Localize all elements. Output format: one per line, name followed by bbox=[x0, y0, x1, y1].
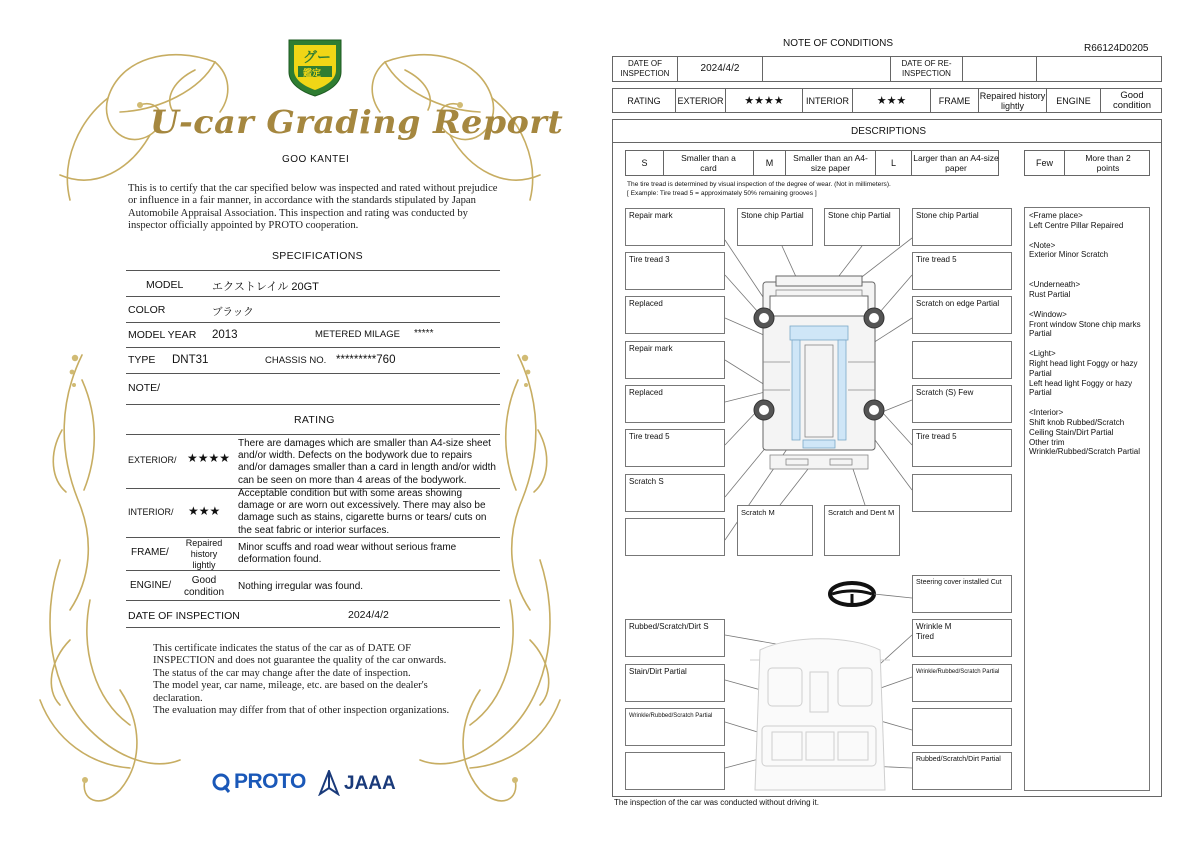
legend-text-m: Smaller than an A4-size paper bbox=[786, 151, 876, 175]
engine-label: ENGINE/ bbox=[130, 580, 172, 591]
exterior-description: There are damages which are smaller than A4-size sheet and/or width. Defects on the bodywork due to repairs and/or damages smaller than a card in length and/or width can be seen on more than 4 areas of the bodywork. bbox=[238, 438, 496, 486]
damage-box: Tire tread 5 bbox=[625, 429, 725, 467]
type-label: TYPE bbox=[128, 354, 156, 366]
note-line: Left head light Foggy or hazy Partial bbox=[1029, 378, 1133, 398]
divider bbox=[126, 296, 500, 297]
note-heading: <Window> bbox=[1029, 309, 1067, 319]
note-label: NOTE/ bbox=[128, 382, 161, 394]
model-year-value: 2013 bbox=[212, 329, 238, 341]
interior-box: Rubbed/Scratch/Dirt S bbox=[625, 619, 725, 657]
mileage-value: ***** bbox=[414, 328, 434, 339]
damage-box: Scratch on edge Partial bbox=[912, 296, 1012, 334]
damage-box: Scratch S bbox=[625, 474, 725, 512]
note-line: Rust Partial bbox=[1029, 289, 1071, 299]
disclaimer-line: The status of the car may change after the date of inspection. bbox=[153, 667, 411, 679]
interior-description: Acceptable condition but with some areas showing damage or are worn out excessively. There may also be damage such as stains, cigarette burns or tears/ cuts on the seat fabric or interior surfaces. bbox=[238, 488, 487, 536]
frame-value: Repaired history lightly bbox=[185, 538, 223, 570]
engine-value: Good condition bbox=[1112, 89, 1152, 111]
interior-box: Steering cover installed Cut bbox=[912, 575, 1012, 613]
divider bbox=[126, 600, 500, 601]
note-of-conditions bbox=[600, 0, 1200, 848]
descriptions-heading: DESCRIPTIONS bbox=[851, 126, 927, 137]
divider bbox=[126, 347, 500, 348]
damage-box: Scratch (S) Few bbox=[912, 385, 1012, 423]
report-subtitle: GOO KANTEI bbox=[282, 154, 350, 165]
engine-label: ENGINE bbox=[1047, 89, 1101, 112]
note-heading: <Underneath> bbox=[1029, 280, 1081, 290]
damage-box: Stone chip Partial bbox=[824, 208, 900, 246]
interior-stars: ★★★ bbox=[853, 89, 931, 112]
type-value: DNT31 bbox=[172, 354, 209, 366]
damage-box: Replaced bbox=[625, 296, 725, 334]
interior-box-line: Wrinkle M bbox=[916, 622, 952, 631]
jaaa-logo-icon bbox=[318, 770, 340, 796]
disclaimer-line: INSPECTION and does not guarantee the quality of the car onwards. bbox=[153, 655, 447, 667]
exterior-stars: ★★★★ bbox=[187, 451, 231, 465]
engine-value: Good condition bbox=[183, 575, 225, 598]
legend-text-few: More than 2 points bbox=[1085, 153, 1131, 173]
exterior-label: EXTERIOR/ bbox=[128, 455, 177, 465]
rating-heading: RATING bbox=[294, 414, 335, 426]
note-line: Left Centre Pillar Repaired bbox=[1029, 220, 1124, 230]
exterior-label: EXTERIOR bbox=[676, 89, 726, 112]
chassis-value: *********760 bbox=[336, 354, 396, 366]
legend-code-s: S bbox=[626, 151, 664, 175]
damage-box: Replaced bbox=[625, 385, 725, 423]
interior-box: Wrinkle/Rubbed/Scratch Partial bbox=[912, 664, 1012, 702]
report-title: U-car Grading Report bbox=[150, 103, 564, 141]
damage-box: Repair mark bbox=[625, 208, 725, 246]
interior-label: INTERIOR bbox=[803, 89, 853, 112]
reinspection-label: DATE OF RE-INSPECTION bbox=[891, 57, 963, 81]
date-of-inspection-value: 2024/4/2 bbox=[348, 609, 389, 621]
date-of-inspection-value: 2024/4/2 bbox=[678, 57, 763, 81]
legend-text-l: Larger than an A4-size paper bbox=[913, 153, 999, 173]
color-value: ブラック bbox=[212, 306, 254, 318]
specifications-heading: SPECIFICATIONS bbox=[272, 250, 363, 262]
note-heading: <Light> bbox=[1029, 349, 1056, 359]
note-line: Other trim bbox=[1029, 437, 1065, 447]
damage-box: Tire tread 5 bbox=[912, 252, 1012, 290]
disclaimer-line: The model year, car name, mileage, etc. are based on the dealer's bbox=[153, 680, 428, 692]
badge-text-bottom: 鑑定 bbox=[303, 68, 322, 78]
tire-note: The tire tread is determined by visual inspection of the degree of wear. (Not in millimeters). bbox=[627, 181, 891, 188]
frame-label: FRAME bbox=[931, 89, 979, 112]
exterior-stars: ★★★★ bbox=[726, 89, 803, 112]
note-line: Wrinkle/Rubbed/Scratch Partial bbox=[1029, 447, 1141, 457]
color-label: COLOR bbox=[128, 304, 166, 316]
damage-box: Tire tread 5 bbox=[912, 429, 1012, 467]
note-line: Ceiling Stain/Dirt Partial bbox=[1029, 427, 1114, 437]
certify-statement: This is to certify that the car specified below was inspected and rated without prejudice or influence in a fair manner, in accordance with the standards stipulated by Japan Automobile Appraisal Association. This inspection and rating was conducted by inspector officially appointed by PROTO cooperation. bbox=[128, 183, 498, 232]
footer-note: The inspection of the car was conducted without driving it. bbox=[614, 798, 819, 807]
disclaimer-line: This certificate indicates the status of the car as of DATE OF bbox=[153, 643, 411, 654]
model-year-label: MODEL YEAR bbox=[128, 329, 197, 341]
disclaimer-line: declaration. bbox=[153, 692, 203, 704]
note-line: Shift knob Rubbed/Scratch bbox=[1029, 417, 1125, 427]
proto-logo-icon bbox=[212, 772, 232, 794]
conditions-title: NOTE OF CONDITIONS bbox=[783, 38, 893, 49]
note-line: Front window Stone chip marks Partial bbox=[1029, 319, 1141, 339]
note-line: Exterior Minor Scratch bbox=[1029, 250, 1109, 260]
model-label: MODEL bbox=[146, 279, 184, 291]
model-value: エクストレイル 20GT bbox=[212, 281, 319, 293]
divider bbox=[126, 434, 500, 435]
tire-note-example: [ Example: Tire tread 5 = approximately 50% remaining grooves ] bbox=[627, 190, 817, 197]
damage-box: Scratch M bbox=[737, 505, 813, 556]
proto-logo: PROTO bbox=[234, 770, 306, 793]
certificate-disclaimer bbox=[153, 643, 483, 717]
date-of-inspection-label: DATE OF INSPECTION bbox=[613, 57, 678, 81]
legend-text-s: Smaller than a card bbox=[664, 151, 754, 175]
frame-description: Minor scuffs and road wear without serious frame deformation found. bbox=[238, 542, 457, 566]
mileage-label: METERED MILAGE bbox=[315, 329, 400, 340]
date-of-inspection-label: DATE OF INSPECTION bbox=[128, 610, 240, 622]
interior-box: Rubbed/Scratch/Dirt Partial bbox=[912, 752, 1012, 790]
rating-label: RATING bbox=[613, 89, 676, 112]
steering-wheel-icon bbox=[830, 583, 874, 605]
frame-label: FRAME/ bbox=[131, 547, 169, 558]
note-heading: <Interior> bbox=[1029, 408, 1064, 418]
badge-text-top: グー bbox=[303, 49, 331, 65]
interior-stars: ★★★ bbox=[188, 504, 221, 518]
divider bbox=[126, 322, 500, 323]
chassis-label: CHASSIS NO. bbox=[265, 355, 327, 366]
interior-box bbox=[625, 752, 725, 790]
legend-code-few: Few bbox=[1025, 151, 1065, 175]
damage-box: Scratch and Dent M bbox=[824, 505, 900, 556]
jaaa-logo: JAAA bbox=[344, 773, 396, 794]
damage-box: Tire tread 3 bbox=[625, 252, 725, 290]
interior-label: INTERIOR/ bbox=[128, 507, 174, 517]
engine-description: Nothing irregular was found. bbox=[238, 581, 364, 592]
damage-box: Repair mark bbox=[625, 341, 725, 379]
legend-code-m: M bbox=[754, 151, 786, 175]
divider bbox=[126, 570, 500, 571]
note-heading: <Note> bbox=[1029, 240, 1056, 250]
damage-box: Stone chip Partial bbox=[737, 208, 813, 246]
note-line: Right head light Foggy or hazy Partial bbox=[1029, 358, 1138, 378]
interior-box bbox=[912, 619, 1012, 657]
interior-box bbox=[912, 708, 1012, 746]
interior-box: Wrinkle/Rubbed/Scratch Partial bbox=[625, 708, 725, 746]
interior-box: Stain/Dirt Partial bbox=[625, 664, 725, 702]
frame-value: Repaired history lightly bbox=[979, 90, 1046, 111]
disclaimer-line: The evaluation may differ from that of other inspection organizations. bbox=[153, 705, 450, 717]
document-number: R66124D0205 bbox=[1084, 43, 1149, 54]
divider bbox=[126, 627, 500, 628]
note-heading: <Frame place> bbox=[1029, 211, 1083, 220]
damage-box: Stone chip Partial bbox=[912, 208, 1012, 246]
legend-code-l: L bbox=[876, 151, 912, 175]
divider bbox=[126, 404, 500, 405]
divider bbox=[126, 270, 500, 271]
divider bbox=[126, 373, 500, 374]
interior-box-line: Tired bbox=[916, 632, 934, 641]
